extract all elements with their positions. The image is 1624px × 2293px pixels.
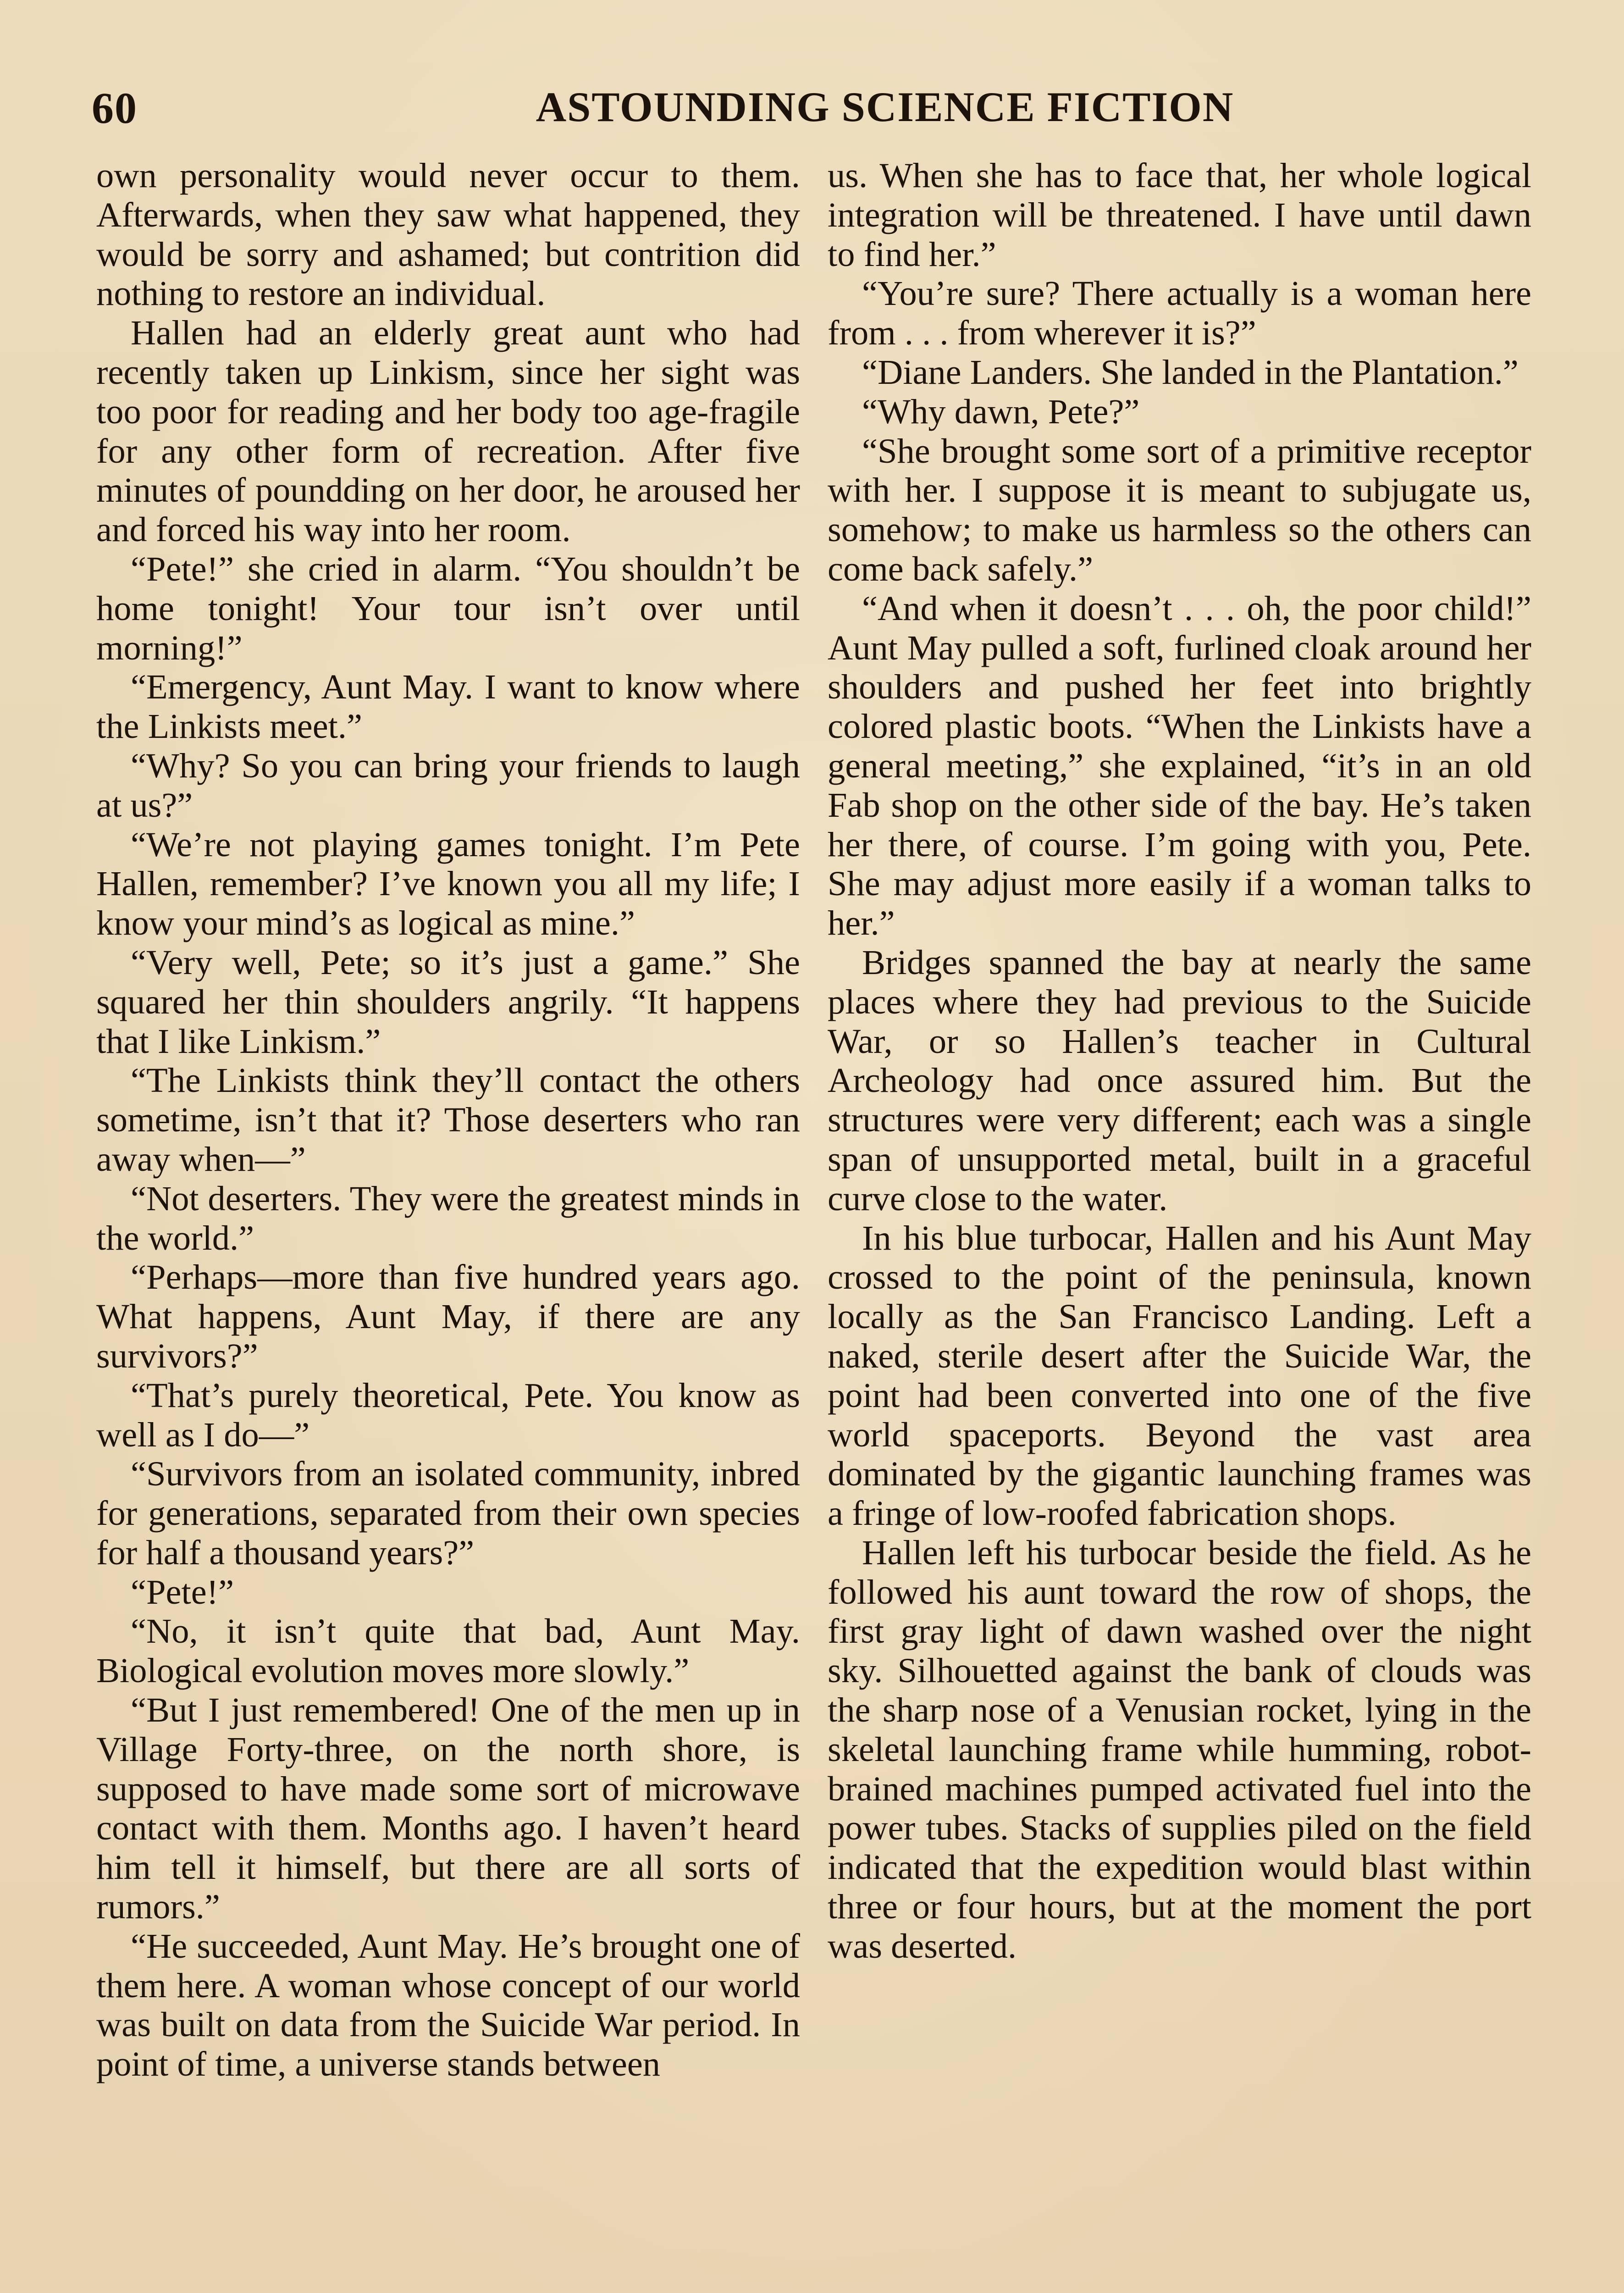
paragraph: “The Linkists think they’ll contact the others sometime, isn’t that it? Those deserters who ran away when—” xyxy=(96,1061,800,1179)
left-column xyxy=(96,156,800,2084)
page-number: 60 xyxy=(92,83,138,133)
right-column xyxy=(828,156,1531,1966)
paragraph: “Very well, Pete; so it’s just a game.” She squared her thin shoulders angrily. “It happens that I like Linkism.” xyxy=(96,942,800,1061)
paragraph: “Pete!” she cried in alarm. “You shouldn’t be home tonight! Your tour isn’t over until morning!” xyxy=(96,549,800,667)
paragraph: “And when it doesn’t . . . oh, the poor child!” Aunt May pulled a soft, furlined cloak around her shoulders and pushed her feet into brightly colored plastic boots. “When the Linkists have a general meeting,” she explained, “it’s in an old Fab shop on the other side of the bay. He’s taken her there, of course. I’m going with you, Pete. She may adjust more easily if a woman talks to her.” xyxy=(828,588,1531,943)
paragraph: “But I just remembered! One of the men up in Village Forty-three, on the north shore, is supposed to have made some sort of microwave contact with them. Months ago. I haven’t heard him tell it himself, but there are all sorts of rumors.” xyxy=(96,1690,800,1927)
paragraph: us. When she has to face that, her whole logical integration will be threatened. I have until dawn to find her.” xyxy=(828,156,1531,274)
running-title: ASTOUNDING SCIENCE FICTION xyxy=(536,83,1234,130)
paragraph: “No, it isn’t quite that bad, Aunt May. Biological evolution moves more slowly.” xyxy=(96,1612,800,1690)
paragraph: “He succeeded, Aunt May. He’s brought one of them here. A woman whose concept of our world was built on data from the Suicide War period. In point of time, a universe stands between xyxy=(96,1926,800,2084)
paragraph: own personality would never occur to them. Afterwards, when they saw what happened, they would be sorry and ashamed; but contrition did nothing to restore an individual. xyxy=(96,156,800,313)
paragraph: “Why? So you can bring your friends to laugh at us?” xyxy=(96,746,800,825)
page-header xyxy=(92,83,1536,138)
paragraph: Hallen left his turbocar beside the field. As he followed his aunt toward the row of shops, the first gray light of dawn washed over the night sky. Silhouetted against the bank of clouds was the sharp nose of a Venusian rocket, lying in the skeletal launching frame while humming, robot-brained machines pumped activated fuel into the power tubes. Stacks of supplies piled on the field indicated that the expedition would blast within three or four hours, but at the moment the port was deserted. xyxy=(828,1533,1531,1966)
paragraph: “We’re not playing games tonight. I’m Pete Hallen, remember? I’ve known you all my life; I know your mind’s as logical as mine.” xyxy=(96,825,800,943)
paragraph: “Perhaps—more than five hundred years ago. What happens, Aunt May, if there are any survivors?” xyxy=(96,1257,800,1375)
paragraph: “She brought some sort of a primitive receptor with her. I suppose it is meant to subjugate us, somehow; to make us harmless so the others can come back safely.” xyxy=(828,431,1531,588)
paragraph: “Diane Landers. She landed in the Plantation.” xyxy=(862,352,1519,392)
paragraph: “That’s purely theoretical, Pete. You know as well as I do—” xyxy=(96,1375,800,1454)
paragraph: Hallen had an elderly great aunt who had recently taken up Linkism, since her sight was too poor for reading and her body too age-fragile for any other form of recreation. After five minutes of poundding on her door, he aroused her and forced his way into her room. xyxy=(96,313,800,549)
paragraph: In his blue turbocar, Hallen and his Aunt May crossed to the point of the peninsula, known locally as the San Francisco Landing. Left a naked, sterile desert after the Suicide War, the point had been converted into one of the five world spaceports. Beyond the vast area dominated by the gigantic launching frames was a fringe of low-roofed fabrication shops. xyxy=(828,1218,1531,1533)
paragraph: “Why dawn, Pete?” xyxy=(862,392,1140,431)
paragraph: “Pete!” xyxy=(131,1572,234,1612)
paragraph: “Not deserters. They were the greatest minds in the world.” xyxy=(96,1179,800,1257)
paragraph: “Emergency, Aunt May. I want to know where the Linkists meet.” xyxy=(96,667,800,746)
paragraph: Bridges spanned the bay at nearly the same places where they had previous to the Suicide War, or so Hallen’s teacher in Cultural Archeology had once assured him. But the structures were very different; each was a single span of unsupported metal, built in a graceful curve close to the water. xyxy=(828,942,1531,1218)
paragraph: “You’re sure? There actually is a woman here from . . . from wherever it is?” xyxy=(828,274,1531,353)
paragraph: “Survivors from an isolated community, inbred for generations, separated from their own species for half a thousand years?” xyxy=(96,1454,800,1572)
